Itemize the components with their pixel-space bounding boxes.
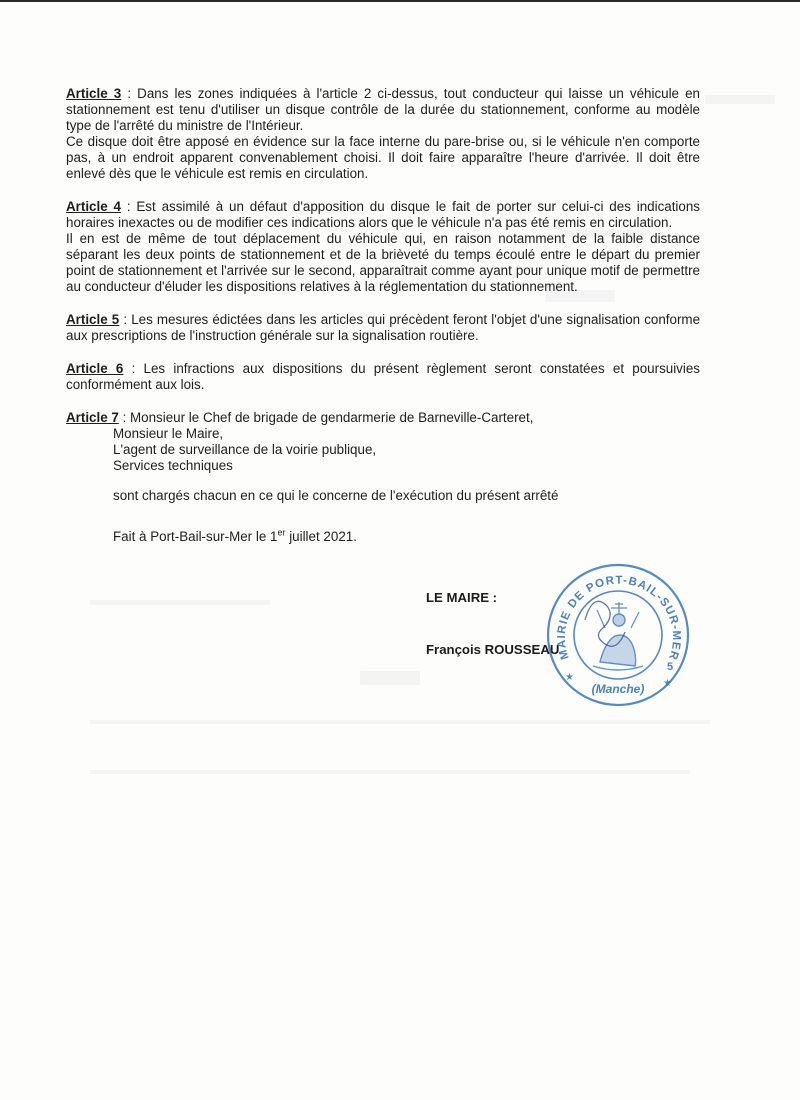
seal-star-icon: ★ xyxy=(565,672,574,683)
seal-ring-text: MAIRIE DE PORT-BAIL-SUR-MER xyxy=(555,574,683,662)
execution-statement: sont chargés chacun en ce qui le concerne de l'exécution du présent arrêté xyxy=(113,488,559,503)
document-body xyxy=(66,86,700,558)
bleed-through-mark xyxy=(360,671,420,685)
article-3 xyxy=(66,86,700,182)
article-3-text: : Dans les zones indiquées à l'article 2 ci-dessus, tout conducteur qui laisse un véhicule en stationnement est tenu d'utiliser un disque contrôle de la durée du stationnement, conforme au modèle type de l'arrêté du ministre de l'Intérieur. xyxy=(66,86,700,133)
article-6-text: : Les infractions aux dispositions du présent règlement seront constatées et poursuivies conformément aux lois. xyxy=(66,361,700,392)
article-7 xyxy=(66,410,700,545)
article-3-paragraph-2: Ce disque doit être apposé en évidence sur la face interne du pare-brise ou, si le véhicule n'en comporte pas, à un endroit apparent convenablement choisi. Il doit faire apparaître l'heure d'arrivée. Il doit être enlevé dès que le véhicule est remis en circulation. xyxy=(66,134,700,181)
place-and-date xyxy=(113,529,700,545)
signatory-name: François ROUSSEAU xyxy=(426,642,560,657)
mairie-seal-stamp xyxy=(545,562,691,708)
article-5 xyxy=(66,312,700,344)
article-4 xyxy=(66,199,700,295)
bleed-through-mark xyxy=(90,720,710,724)
bleed-through-mark xyxy=(705,95,775,104)
article-4-label: Article 4 xyxy=(66,199,121,214)
signatory-title: LE MAIRE : xyxy=(426,590,498,605)
article-7-text: : Monsieur le Chef de brigade de gendarmerie de Barneville-Carteret, xyxy=(118,410,534,425)
article-5-text: : Les mesures édictées dans les articles qui précèdent feront l'objet d'une signalisation conforme aux prescriptions de l'instruction générale sur la signalisation routière. xyxy=(66,312,701,343)
seal-star-icon: ★ xyxy=(663,678,672,689)
seal-emblem xyxy=(593,602,643,670)
recipient-line: L'agent de surveillance de la voirie publique, xyxy=(113,442,377,457)
recipient-line: Monsieur le Maire, xyxy=(113,426,224,441)
article-6 xyxy=(66,361,700,393)
place-date-suffix: juillet 2021. xyxy=(285,529,357,544)
article-4-paragraph-2: Il en est de même de tout déplacement du véhicule qui, en raison notamment de la faible distance séparant les deux points de stationnement et de la brièveté du temps écoulé entre le départ du premier point de stationnement et l'arrivée sur le second, apparaîtrait comme ayant pour unique motif de permettre au conducteur d'éluder les dispositions relatives à la réglementation du stationnement. xyxy=(66,231,700,294)
seal-suffix: 5 xyxy=(667,661,674,673)
seal-department: (Manche) xyxy=(591,682,645,696)
recipient-line: Services techniques xyxy=(113,458,233,473)
scan-edge-line xyxy=(0,0,800,2)
bleed-through-mark xyxy=(90,770,690,774)
bleed-through-mark xyxy=(90,600,270,605)
article-5-label: Article 5 xyxy=(66,312,120,327)
ordinal-suffix: er xyxy=(277,527,286,538)
place-date-prefix: Fait à Port-Bail-sur-Mer le 1 xyxy=(113,529,278,544)
article-3-label: Article 3 xyxy=(66,86,122,101)
article-4-text: : Est assimilé à un défaut d'apposition du disque le fait de porter sur celui-ci des indications horaires inexactes ou de modifier ces indications alors que le véhicule n'a pas été remis en circulation. xyxy=(66,199,700,230)
article-6-label: Article 6 xyxy=(66,361,124,376)
article-7-label: Article 7 xyxy=(66,410,119,425)
